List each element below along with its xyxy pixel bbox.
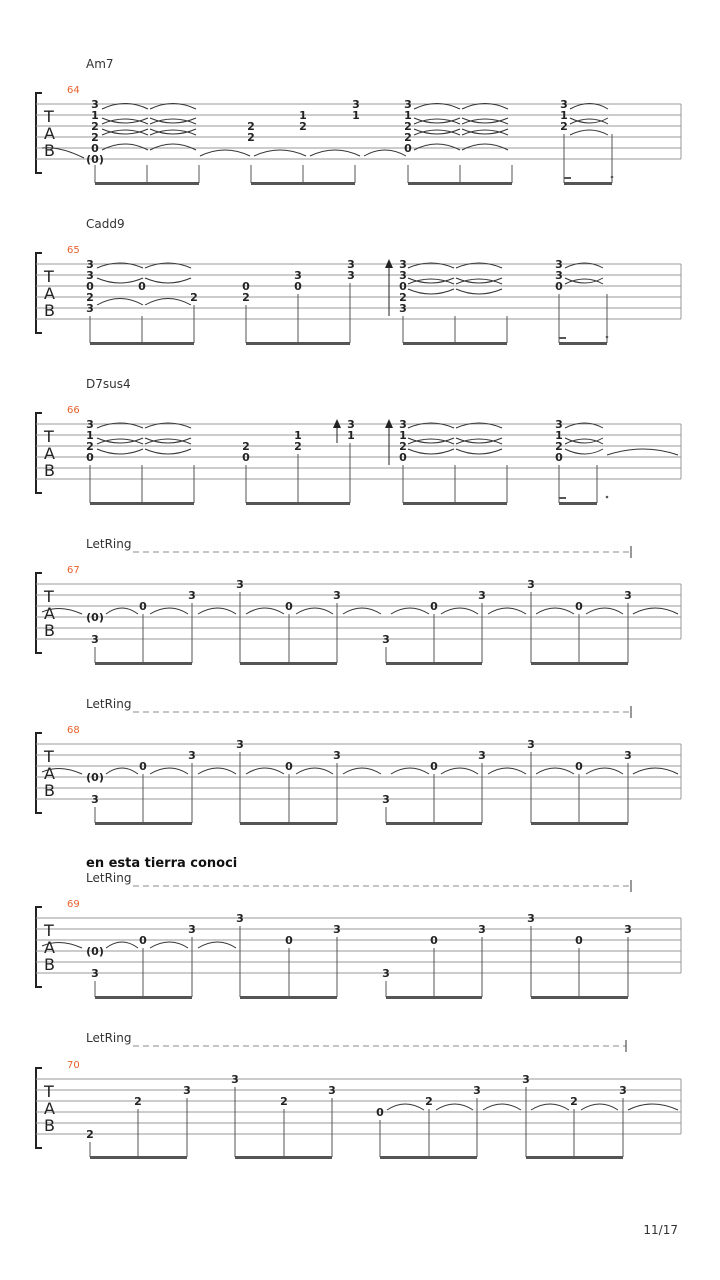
svg-text:(0): (0)	[86, 771, 104, 784]
svg-text:(0): (0)	[86, 153, 104, 166]
fret-note: 3	[231, 1073, 239, 1086]
tab-clef-t: T	[44, 747, 54, 766]
fret-note: 3	[183, 1084, 191, 1097]
system-70	[36, 1031, 681, 1159]
beams	[90, 496, 608, 505]
fret-note: 3	[527, 912, 535, 925]
fret-note: 3	[236, 738, 244, 751]
fret-note: 3	[236, 912, 244, 925]
fret-note: 3	[328, 1084, 336, 1097]
fret-note: 0	[430, 760, 438, 773]
measure-number: 67	[67, 565, 80, 576]
svg-text:2: 2	[560, 120, 568, 133]
svg-text:3: 3	[399, 269, 407, 282]
tab-clef-b: B	[44, 955, 55, 974]
svg-text:0: 0	[555, 451, 563, 464]
svg-text:2: 2	[404, 131, 412, 144]
svg-text:1: 1	[560, 109, 568, 122]
svg-text:1: 1	[294, 429, 302, 442]
chord-name: D7sus4	[86, 377, 131, 391]
tab-clef-b: B	[44, 781, 55, 800]
fret-note: 0	[575, 760, 583, 773]
fret-note: 0	[575, 934, 583, 947]
system-bracket	[36, 573, 42, 653]
svg-text:0: 0	[91, 142, 99, 155]
measure-number: 70	[67, 1060, 80, 1071]
chord-name: Am7	[86, 57, 114, 71]
beams	[95, 662, 628, 665]
svg-text:2: 2	[91, 131, 99, 144]
svg-text:3: 3	[294, 269, 302, 282]
svg-text:(0): (0)	[86, 611, 104, 624]
fret-note: 3	[522, 1073, 530, 1086]
note-column	[86, 418, 94, 464]
fret-note: 0	[430, 600, 438, 613]
fret-note: 0	[285, 760, 293, 773]
svg-text:2: 2	[86, 291, 94, 304]
fret-note: 2	[570, 1095, 578, 1108]
fret-note: 3	[527, 738, 535, 751]
system-65	[36, 217, 681, 345]
tab-clef-t: T	[44, 921, 54, 940]
tab-staff	[36, 744, 681, 799]
fret-note: 3	[333, 923, 341, 936]
svg-text:2: 2	[555, 440, 563, 453]
fret-note: 3	[382, 793, 390, 806]
note-stems	[90, 283, 607, 343]
svg-text:3: 3	[91, 793, 99, 806]
svg-text:3: 3	[91, 98, 99, 111]
note-column	[294, 269, 302, 293]
tab-clef-a: A	[44, 604, 55, 623]
measure-number: 66	[67, 405, 80, 416]
fret-note: 3	[188, 749, 196, 762]
svg-text:3: 3	[555, 418, 563, 431]
beams	[95, 176, 613, 185]
fret-note: 3	[188, 589, 196, 602]
svg-text:3: 3	[86, 269, 94, 282]
system-69	[36, 856, 681, 999]
ties	[42, 104, 608, 159]
note-column	[294, 429, 302, 453]
fret-note: 0	[139, 934, 147, 947]
tab-clef-b: B	[44, 141, 55, 160]
note-column	[86, 258, 94, 315]
svg-text:3: 3	[86, 418, 94, 431]
beams	[95, 996, 628, 999]
fret-note: 0	[139, 600, 147, 613]
note-column	[404, 98, 412, 155]
system-64	[36, 57, 681, 185]
svg-text:2: 2	[404, 120, 412, 133]
measure-number: 69	[67, 899, 80, 910]
svg-text:3: 3	[399, 258, 407, 271]
chord-name: Cadd9	[86, 217, 125, 231]
note-column	[138, 280, 146, 293]
fret-note: 3	[478, 749, 486, 762]
strum-arrow-up	[385, 259, 393, 316]
note-column	[555, 418, 563, 464]
fret-note: 3	[478, 589, 486, 602]
svg-text:3: 3	[86, 302, 94, 315]
system-bracket	[36, 907, 42, 987]
tab-clef-t: T	[44, 1082, 54, 1101]
svg-text:2: 2	[299, 120, 307, 133]
tab-staff	[36, 264, 681, 319]
svg-text:2: 2	[247, 120, 255, 133]
svg-text:3: 3	[399, 418, 407, 431]
note-column	[555, 258, 563, 293]
strum-arrow-up	[333, 419, 341, 443]
let-ring-label: LetRing	[86, 871, 132, 885]
fret-note: 3	[527, 578, 535, 591]
svg-text:2: 2	[399, 291, 407, 304]
svg-text:2: 2	[91, 120, 99, 133]
tab-clef-t: T	[44, 107, 54, 126]
fret-note: 0	[575, 600, 583, 613]
svg-text:3: 3	[560, 98, 568, 111]
fret-note: 3	[619, 1084, 627, 1097]
svg-text:1: 1	[352, 109, 360, 122]
svg-text:0: 0	[242, 451, 250, 464]
fret-note: 2	[425, 1095, 433, 1108]
svg-text:1: 1	[91, 109, 99, 122]
note-column	[247, 120, 255, 144]
system-bracket	[36, 1068, 42, 1148]
fret-note: 3	[624, 749, 632, 762]
svg-text:0: 0	[404, 142, 412, 155]
note-column	[399, 258, 407, 315]
lyric-line: en esta tierra conoci	[86, 856, 238, 871]
svg-text:0: 0	[399, 451, 407, 464]
tab-clef-a: A	[44, 444, 55, 463]
note-column	[86, 98, 104, 166]
fret-note: 3	[478, 923, 486, 936]
fret-note: 2	[134, 1095, 142, 1108]
system-68	[36, 697, 681, 825]
svg-text:1: 1	[347, 429, 355, 442]
system-bracket	[36, 413, 42, 493]
note-column	[190, 291, 198, 304]
svg-text:2: 2	[86, 440, 94, 453]
beams	[95, 822, 628, 825]
let-ring-label: LetRing	[86, 697, 132, 711]
tab-clef-b: B	[44, 621, 55, 640]
note-column	[242, 440, 250, 464]
tab-staff	[36, 918, 681, 973]
svg-text:2: 2	[242, 440, 250, 453]
tab-clef-a: A	[44, 124, 55, 143]
tab-clef-a: A	[44, 764, 55, 783]
fret-note: 3	[188, 923, 196, 936]
note-column	[299, 109, 307, 133]
svg-text:0: 0	[86, 280, 94, 293]
measure-number: 68	[67, 725, 80, 736]
tab-clef-b: B	[44, 461, 55, 480]
svg-text:2: 2	[247, 131, 255, 144]
svg-text:3: 3	[347, 269, 355, 282]
fret-note: 0	[139, 760, 147, 773]
svg-text:0: 0	[399, 280, 407, 293]
fret-note: 3	[236, 578, 244, 591]
let-ring-label: LetRing	[86, 1031, 132, 1045]
svg-text:3: 3	[555, 269, 563, 282]
svg-text:1: 1	[555, 429, 563, 442]
fret-note: 0	[285, 934, 293, 947]
fret-note: 3	[382, 967, 390, 980]
system-66	[36, 377, 681, 505]
tab-staff	[36, 424, 681, 479]
note-column	[347, 258, 355, 282]
fret-note: 2	[86, 1128, 94, 1141]
fret-note: 2	[280, 1095, 288, 1108]
beams	[90, 1156, 623, 1159]
fret-note: 3	[624, 589, 632, 602]
strum-arrow-up	[385, 419, 393, 465]
svg-text:0: 0	[86, 451, 94, 464]
let-ring-label: LetRing	[86, 537, 132, 551]
tab-staff	[36, 1079, 681, 1134]
svg-text:3: 3	[91, 633, 99, 646]
svg-text:3: 3	[91, 967, 99, 980]
measure-number: 64	[67, 85, 80, 96]
svg-text:3: 3	[347, 418, 355, 431]
fret-note: 0	[285, 600, 293, 613]
system-67	[36, 537, 681, 665]
note-column	[352, 98, 360, 122]
fret-note: 3	[624, 923, 632, 936]
svg-text:2: 2	[190, 291, 198, 304]
fret-note: 0	[430, 934, 438, 947]
note-column	[242, 280, 250, 304]
svg-text:3: 3	[399, 302, 407, 315]
note-column	[347, 418, 355, 442]
page-number: 11/17	[643, 1223, 678, 1237]
fret-note: 0	[376, 1106, 384, 1119]
svg-text:1: 1	[299, 109, 307, 122]
tab-clef-a: A	[44, 938, 55, 957]
svg-text:3: 3	[404, 98, 412, 111]
note-column	[399, 418, 407, 464]
system-bracket	[36, 733, 42, 813]
svg-text:3: 3	[555, 258, 563, 271]
svg-text:2: 2	[399, 440, 407, 453]
svg-text:0: 0	[294, 280, 302, 293]
svg-text:2: 2	[294, 440, 302, 453]
svg-text:2: 2	[242, 291, 250, 304]
fret-note: 3	[473, 1084, 481, 1097]
svg-text:1: 1	[399, 429, 407, 442]
fret-note: 3	[333, 589, 341, 602]
svg-text:3: 3	[347, 258, 355, 271]
fret-note: 3	[382, 633, 390, 646]
tab-clef-a: A	[44, 284, 55, 303]
system-bracket	[36, 93, 42, 173]
tab-clef-a: A	[44, 1099, 55, 1118]
svg-text:(0): (0)	[86, 945, 104, 958]
svg-text:0: 0	[138, 280, 146, 293]
note-stems	[90, 443, 597, 503]
tab-staff	[36, 584, 681, 639]
tab-clef-t: T	[44, 267, 54, 286]
beams	[90, 336, 608, 345]
svg-text:0: 0	[555, 280, 563, 293]
svg-text:3: 3	[352, 98, 360, 111]
fret-note: 3	[333, 749, 341, 762]
svg-text:0: 0	[242, 280, 250, 293]
tab-clef-b: B	[44, 1116, 55, 1135]
note-column	[560, 98, 568, 133]
tab-clef-t: T	[44, 427, 54, 446]
note-stems	[90, 1087, 623, 1157]
measure-number: 65	[67, 245, 80, 256]
system-bracket	[36, 253, 42, 333]
tab-clef-b: B	[44, 301, 55, 320]
svg-text:1: 1	[404, 109, 412, 122]
svg-text:1: 1	[86, 429, 94, 442]
svg-text:3: 3	[86, 258, 94, 271]
tab-clef-t: T	[44, 587, 54, 606]
